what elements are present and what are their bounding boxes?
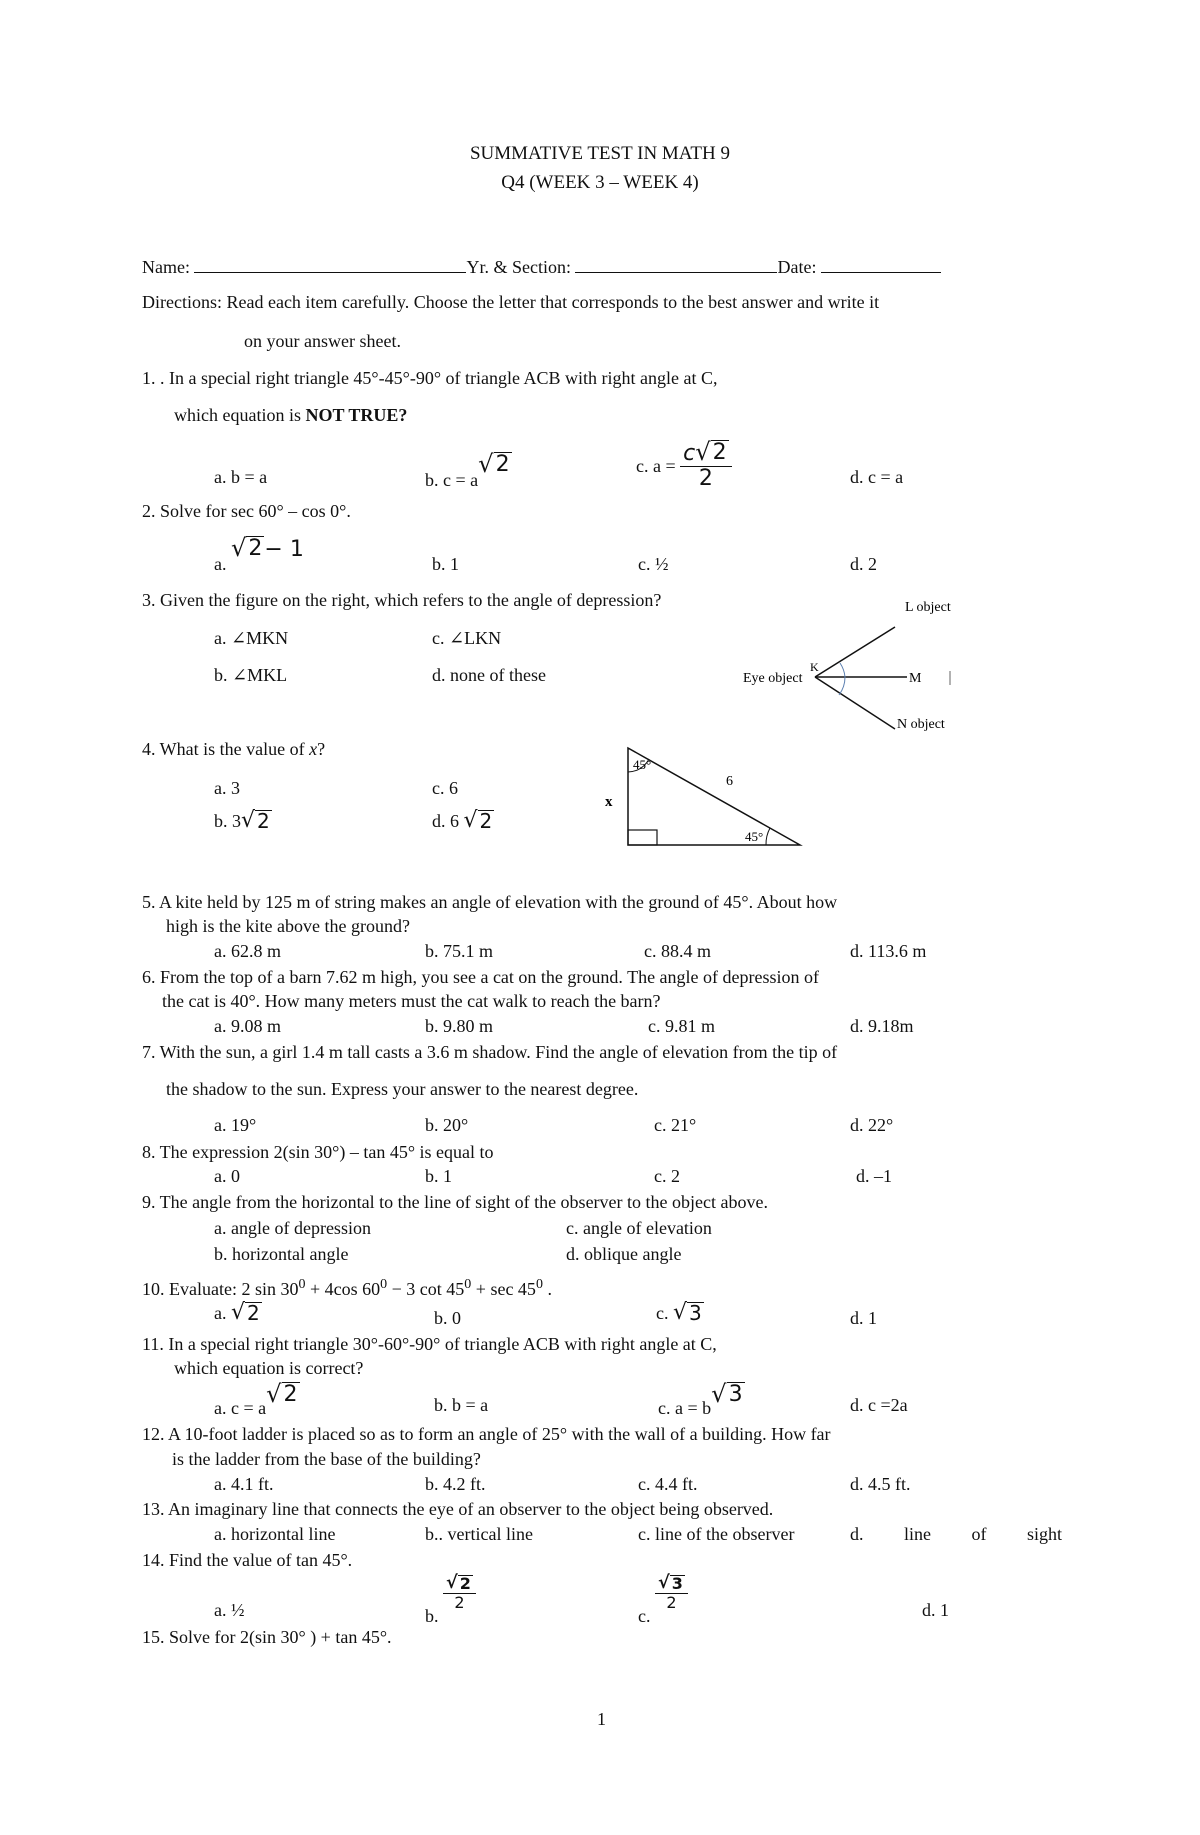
side-x-label: x <box>605 794 613 810</box>
q9-stem: 9. The angle from the horizontal to the line of sight of the observer to the object above. <box>142 1192 768 1212</box>
sqrt-2: √ 2 <box>241 808 270 833</box>
q13-option-d[interactable] <box>850 1523 1062 1545</box>
q4-option-d-text: d. 6 <box>432 811 459 831</box>
q10-stem <box>142 1274 552 1300</box>
q14-option-b[interactable] <box>425 1573 476 1626</box>
q3-option-c[interactable]: c. ∠LKN <box>432 628 502 648</box>
sqrt-2: √ 2 <box>463 808 493 833</box>
q1-option-d[interactable]: d. c = a <box>850 467 904 487</box>
q9-option-d[interactable]: d. oblique angle <box>566 1244 682 1264</box>
name-field[interactable] <box>194 254 466 273</box>
q5-option-b[interactable]: b. 75.1 m <box>425 941 494 961</box>
q10-option-c[interactable] <box>656 1302 704 1324</box>
q8-option-c[interactable]: c. 2 <box>654 1166 680 1186</box>
q10-term-3: − 3 cot 45 <box>387 1279 465 1299</box>
q9-option-c[interactable]: c. angle of elevation <box>566 1218 712 1238</box>
angle-depression-figure <box>735 595 965 740</box>
q6-stem: 6. From the top of a barn 7.62 m high, you see a cat on the ground. The angle of depression of <box>142 967 820 987</box>
q10-option-d[interactable]: d. 1 <box>850 1308 877 1328</box>
sqrt-2: √ 2 <box>231 534 263 562</box>
section-label: Yr. & Section: <box>466 257 571 277</box>
q1-option-c-text: c. a = <box>636 455 676 476</box>
q10-term-1: 10. Evaluate: 2 sin 30 <box>142 1279 299 1299</box>
q2-option-d[interactable]: d. 2 <box>850 554 877 574</box>
directions-text-2: on your answer sheet. <box>244 331 401 351</box>
line-to-l <box>815 627 895 677</box>
q14-option-d[interactable]: d. 1 <box>922 1600 949 1620</box>
q11-option-b[interactable]: b. b = a <box>434 1395 489 1415</box>
q14-option-c[interactable] <box>638 1573 688 1626</box>
q3-option-b[interactable]: b. ∠MKL <box>214 665 288 685</box>
date-label: Date: <box>777 257 817 277</box>
q12-stem: 12. A 10-foot ladder is placed so as to form an angle of 25° with the wall of a building. How far <box>142 1424 831 1444</box>
q11-option-a[interactable] <box>214 1380 300 1418</box>
q12-option-b[interactable]: b. 4.2 ft. <box>425 1474 486 1494</box>
q6-option-a[interactable]: a. 9.08 m <box>214 1016 281 1036</box>
fraction-sqrt3-over-2: √ 3 2 <box>655 1574 688 1611</box>
q1-option-c[interactable] <box>636 440 732 491</box>
angle-arc-upper <box>840 663 845 677</box>
q6-option-c[interactable]: c. 9.81 m <box>648 1016 715 1036</box>
q7-option-d[interactable]: d. 22° <box>850 1115 894 1135</box>
sqrt-3: √ 3 <box>711 1380 743 1408</box>
q2-option-a-text: a. <box>214 554 227 574</box>
q2-stem: 2. Solve for sec 60° – cos 0°. <box>142 501 351 521</box>
q9-option-b[interactable]: b. horizontal angle <box>214 1244 349 1264</box>
q11-option-d[interactable]: d. c =2a <box>850 1395 908 1415</box>
right-triangle-figure <box>600 740 810 850</box>
q2-option-a-expr: − 1 <box>264 537 304 562</box>
q10-option-c-text: c. <box>656 1303 669 1323</box>
q8-option-a[interactable]: a. 0 <box>214 1166 240 1186</box>
q10-option-a[interactable] <box>214 1302 262 1324</box>
q9-option-a[interactable]: a. angle of depression <box>214 1218 371 1238</box>
q13-option-a[interactable]: a. horizontal line <box>214 1524 336 1544</box>
q10-option-a-text: a. <box>214 1303 227 1323</box>
line-to-n <box>815 677 895 729</box>
q11-stem: 11. In a special right triangle 30°-60°-90° of triangle ACB with right angle at C, <box>142 1334 717 1354</box>
directions-label: Directions: <box>142 292 222 312</box>
info-line <box>142 254 941 278</box>
q14-option-a[interactable]: a. ½ <box>214 1600 245 1620</box>
degree-sup: 0 <box>535 1277 543 1292</box>
page-number: 1 <box>597 1709 606 1729</box>
q5-option-d[interactable]: d. 113.6 m <box>850 941 927 961</box>
q13-option-b[interactable]: b.. vertical line <box>425 1524 533 1544</box>
q1-emphasis: NOT TRUE? <box>305 405 408 425</box>
q2-option-c[interactable]: c. ½ <box>638 554 669 574</box>
q7-option-c[interactable]: c. 21° <box>654 1115 697 1135</box>
q8-stem: 8. The expression 2(sin 30°) – tan 45° is equal to <box>142 1142 494 1162</box>
q8-option-d[interactable]: d. –1 <box>856 1166 892 1186</box>
q1-option-b-text: b. c = a <box>425 470 479 490</box>
q13-option-c[interactable]: c. line of the observer <box>638 1524 795 1544</box>
q4-option-a[interactable]: a. 3 <box>214 778 240 798</box>
q10-term-2: + 4cos 60 <box>305 1279 381 1299</box>
degree-sup: 0 <box>380 1277 388 1292</box>
q7-stem-2: the shadow to the sun. Express your answer to the nearest degree. <box>166 1079 639 1099</box>
fraction-sqrt2-over-2: √ 2 2 <box>443 1574 476 1611</box>
q10-term-4: + sec 45 <box>471 1279 536 1299</box>
q4-option-d[interactable] <box>432 810 494 832</box>
q4-option-b[interactable] <box>214 810 272 832</box>
q11-stem-2: which equation is correct? <box>174 1358 364 1378</box>
q1-option-b[interactable] <box>425 450 512 490</box>
q6-option-b[interactable]: b. 9.80 m <box>425 1016 494 1036</box>
q6-option-d[interactable]: d. 9.18m <box>850 1016 914 1036</box>
label-eye-object: Eye object <box>743 671 803 686</box>
q11-option-c[interactable] <box>658 1380 745 1418</box>
q4-stem <box>142 738 325 760</box>
q5-option-a[interactable]: a. 62.8 m <box>214 941 281 961</box>
label-m: M <box>909 671 922 686</box>
q14-stem: 14. Find the value of tan 45°. <box>142 1550 353 1570</box>
angle-arc-bottom <box>766 828 770 845</box>
q3-option-a[interactable]: a. ∠MKN <box>214 628 289 648</box>
q5-stem-2: high is the kite above the ground? <box>166 916 410 936</box>
q7-option-a[interactable]: a. 19° <box>214 1115 257 1135</box>
q2-option-a[interactable] <box>214 534 304 574</box>
q2-option-b[interactable]: b. 1 <box>432 554 459 574</box>
section-field[interactable] <box>575 254 777 273</box>
q4-stem-text: 4. What is the value of <box>142 739 310 759</box>
q13-option-d-word: line <box>903 1524 931 1544</box>
q13-stem: 13. An imaginary line that connects the eye of an observer to the object being observed. <box>142 1499 774 1519</box>
q1-stem-2 <box>174 404 407 426</box>
name-label: Name: <box>142 257 190 277</box>
label-n-object: N object <box>897 717 945 732</box>
q11-option-a-text: a. c = a <box>214 1398 267 1418</box>
q1-stem: 1. . In a special right triangle 45°-45°-90° of triangle ACB with right angle at C, <box>142 368 718 388</box>
q13-option-d-letter: d. <box>850 1524 864 1544</box>
fraction-c-sqrt2-over-2: c √ 2 2 <box>680 440 732 491</box>
directions-text: Read each item carefully. Choose the letter that corresponds to the best answer and write it <box>226 292 880 312</box>
q12-option-a[interactable]: a. 4.1 ft. <box>214 1474 274 1494</box>
label-l-object: L object <box>905 600 951 615</box>
sqrt-3: √ 3 <box>673 1300 702 1325</box>
q5-option-c[interactable]: c. 88.4 m <box>644 941 711 961</box>
q7-option-b[interactable]: b. 20° <box>425 1115 469 1135</box>
degree-sup: 0 <box>464 1277 472 1292</box>
q6-stem-2: the cat is 40°. How many meters must the cat walk to reach the barn? <box>162 991 661 1011</box>
directions <box>142 291 879 313</box>
date-field[interactable] <box>821 254 941 273</box>
q11-option-c-text: c. a = b <box>658 1398 712 1418</box>
q3-option-d[interactable]: d. none of these <box>432 665 546 685</box>
q12-stem-2: is the ladder from the base of the building? <box>172 1449 481 1469</box>
right-angle-mark <box>628 830 657 845</box>
q10-stem-end: . <box>542 1279 552 1299</box>
sqrt-2: √ 2 <box>478 450 510 478</box>
label-k: K <box>810 660 819 674</box>
q15-stem: 15. Solve for 2(sin 30° ) + tan 45°. <box>142 1627 392 1647</box>
q14-option-b-text: b. <box>425 1605 439 1626</box>
q4-option-c[interactable]: c. 6 <box>432 778 458 798</box>
q13-option-d-word: of <box>971 1524 987 1544</box>
angle-label-bottom: 45° <box>745 829 764 844</box>
q1-stem-text: which equation is <box>174 405 306 425</box>
q3-stem: 3. Given the figure on the right, which refers to the angle of depression? <box>142 590 662 610</box>
q12-option-c[interactable]: c. 4.4 ft. <box>638 1474 698 1494</box>
sqrt-2: √ 2 <box>266 1380 298 1408</box>
degree-sup: 0 <box>298 1277 306 1292</box>
page-subtitle: Q4 (WEEK 3 – WEEK 4) <box>501 172 699 193</box>
q4-variable: x <box>309 739 318 759</box>
q7-stem: 7. With the sun, a girl 1.4 m tall casts a 3.6 m shadow. Find the angle of elevation from the tip of <box>142 1042 838 1062</box>
q10-option-b[interactable]: b. 0 <box>434 1308 461 1328</box>
angle-label-top: 45° <box>633 757 652 772</box>
hypotenuse-label: 6 <box>726 774 733 789</box>
sqrt-2: √ 2 <box>231 1300 260 1325</box>
q8-option-b[interactable]: b. 1 <box>425 1166 452 1186</box>
q1-option-a[interactable]: a. b = a <box>214 467 268 487</box>
q14-option-c-text: c. <box>638 1605 651 1626</box>
q4-stem-end: ? <box>317 739 326 759</box>
q13-option-d-word: sight <box>1026 1524 1062 1544</box>
q4-option-b-text: b. 3 <box>214 811 241 831</box>
q12-option-d[interactable]: d. 4.5 ft. <box>850 1474 911 1494</box>
q5-stem: 5. A kite held by 125 m of string makes an angle of elevation with the ground of 45°. About how <box>142 892 838 912</box>
page-title: SUMMATIVE TEST IN MATH 9 <box>469 143 731 164</box>
